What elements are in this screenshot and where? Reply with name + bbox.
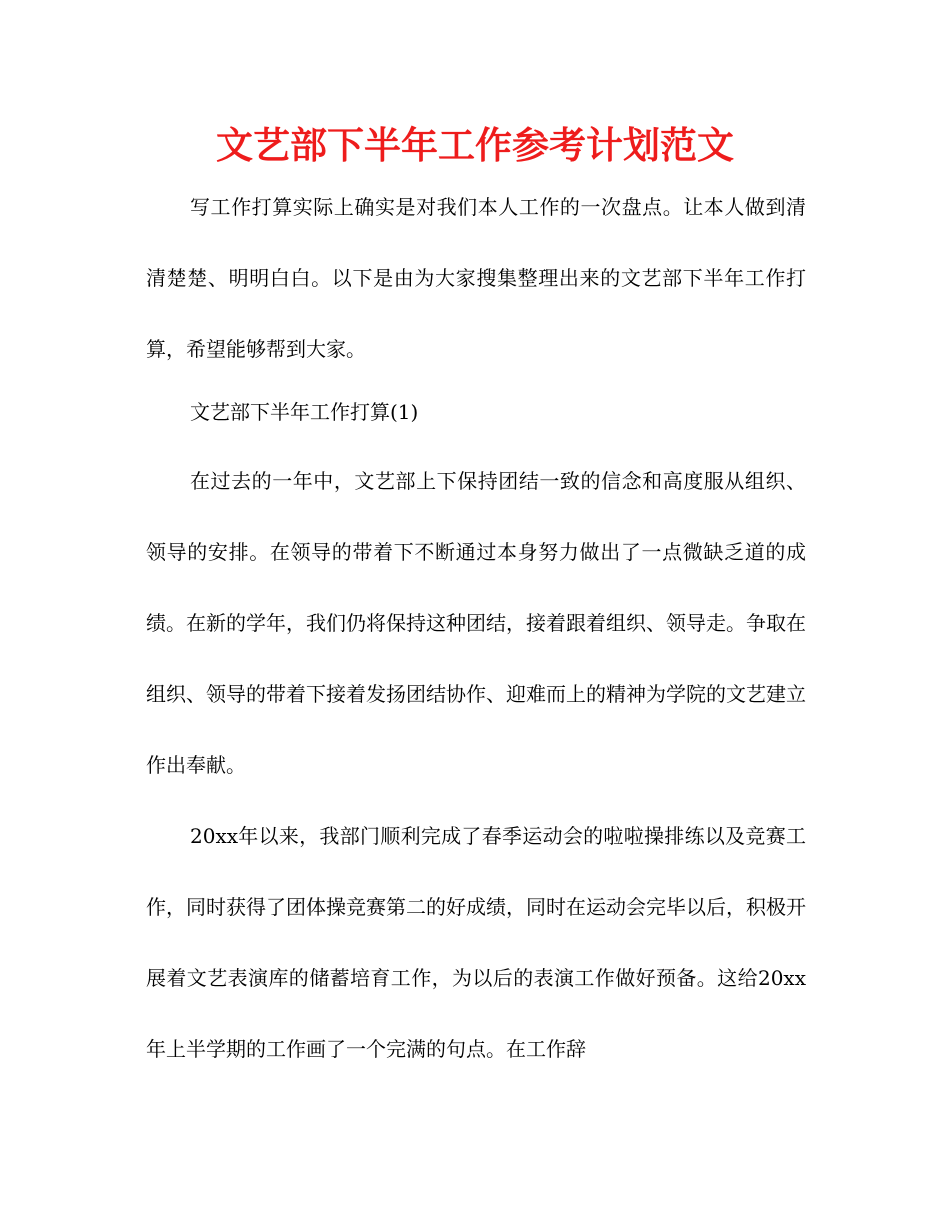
paragraph-past-year: 在过去的一年中，文艺部上下保持团结一致的信念和高度服从组织、领导的安排。在领导的带着下不断通过本身努力做出了一点微缺乏道的成绩。在新的学年，我们仍将保持这种团结，接着跟着组织、领导走。争取在组织、领导的带着下接着发扬团结协作、迎难而上的精神为学院的文艺建立作出奉献。 — [146, 469, 806, 777]
section-heading: 文艺部下半年工作打算(1) — [190, 400, 419, 424]
document-body — [146, 172, 806, 1085]
document-title: 文艺部下半年工作参考计划范文 — [216, 124, 734, 167]
paragraph-achievements: 20xx年以来，我部门顺利完成了春季运动会的啦啦操排练以及竞赛工作，同时获得了团体操竞赛第二的好成绩，同时在运动会完毕以后，积极开展着文艺表演库的储蓄培育工作，为以后的表演工作做好预备。这给20xx年上半学期的工作画了一个完满的句点。在工作辞 — [146, 824, 806, 1061]
paragraph-intro: 写工作打算实际上确实是对我们本人工作的一次盘点。让本人做到清清楚楚、明明白白。以下是由为大家搜集整理出来的文艺部下半年工作打算，希望能够帮到大家。 — [146, 195, 806, 361]
